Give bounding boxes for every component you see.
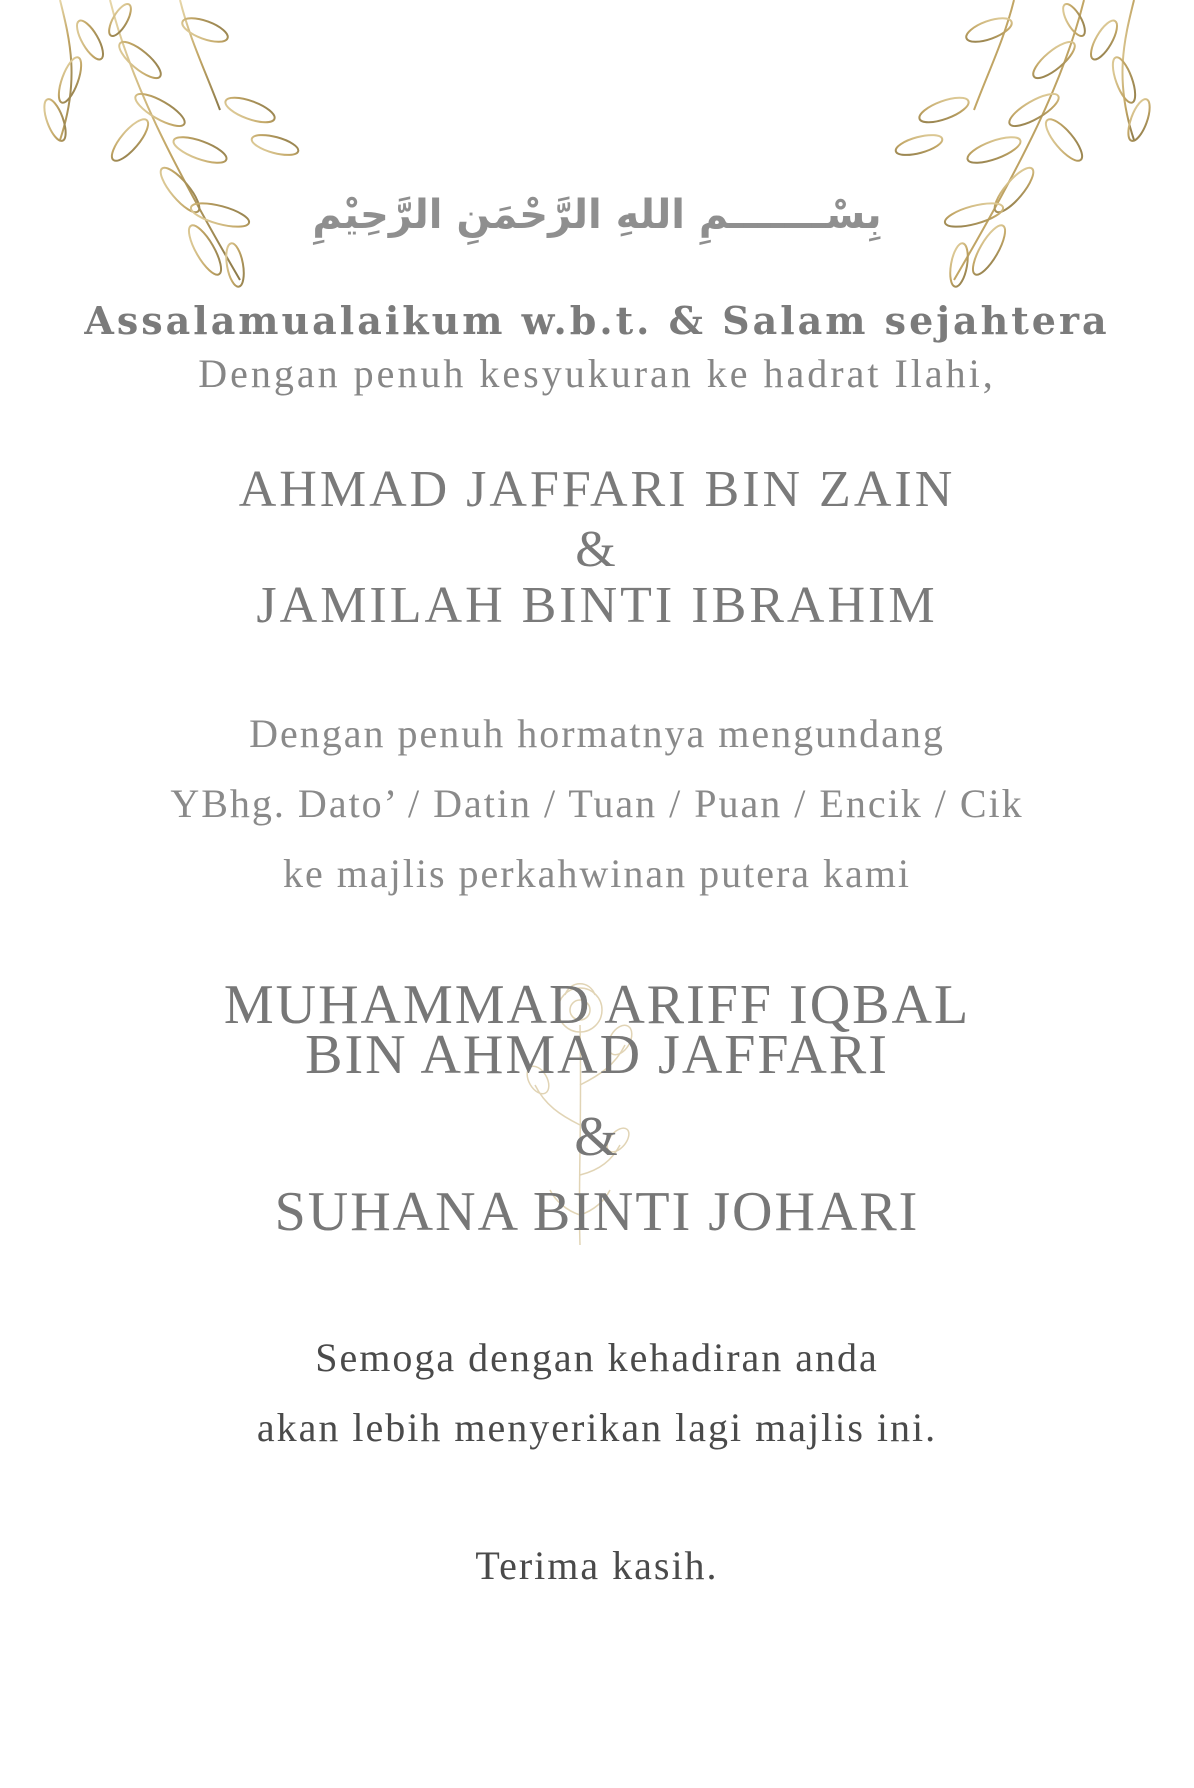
parent-mother-name: JAMILAH BINTI IBRAHIM bbox=[256, 577, 938, 634]
bismillah-text: بِسْـــــــمِ اللهِ الرَّحْمَنِ الرَّحِيْمِ bbox=[312, 192, 882, 238]
groom-name-line-2: BIN AHMAD JAFFARI bbox=[305, 1024, 889, 1086]
gold-leaf-branch-icon bbox=[874, 0, 1174, 300]
gratitude-text: Dengan penuh kesyukuran ke hadrat Ilahi, bbox=[198, 351, 996, 396]
invitation-line-3: ke majlis perkahwinan putera kami bbox=[282, 851, 912, 896]
bride-name: SUHANA BINTI JOHARI bbox=[274, 1181, 920, 1243]
closing-line-2: akan lebih menyerikan lagi majlis ini. bbox=[256, 1405, 938, 1450]
greeting-text: Assalamualaikum w.b.t. & Salam sejahtera bbox=[84, 298, 1110, 343]
groom-name-line-1: MUHAMMAD ARIFF IQBAL bbox=[223, 974, 971, 1036]
invitation-line-2: YBhg. Dato’ / Datin / Tuan / Puan / Encik / Cik bbox=[170, 781, 1024, 826]
thanks-text: Terima kasih. bbox=[475, 1543, 719, 1588]
gold-leaf-branch-icon bbox=[20, 0, 320, 300]
couple-ampersand: & bbox=[574, 1106, 620, 1168]
parents-ampersand: & bbox=[575, 521, 619, 578]
parent-father-name: AHMAD JAFFARI BIN ZAIN bbox=[238, 461, 956, 518]
closing-line-1: Semoga dengan kehadiran anda bbox=[315, 1335, 879, 1380]
invitation-line-1: Dengan penuh hormatnya mengundang bbox=[249, 711, 945, 756]
